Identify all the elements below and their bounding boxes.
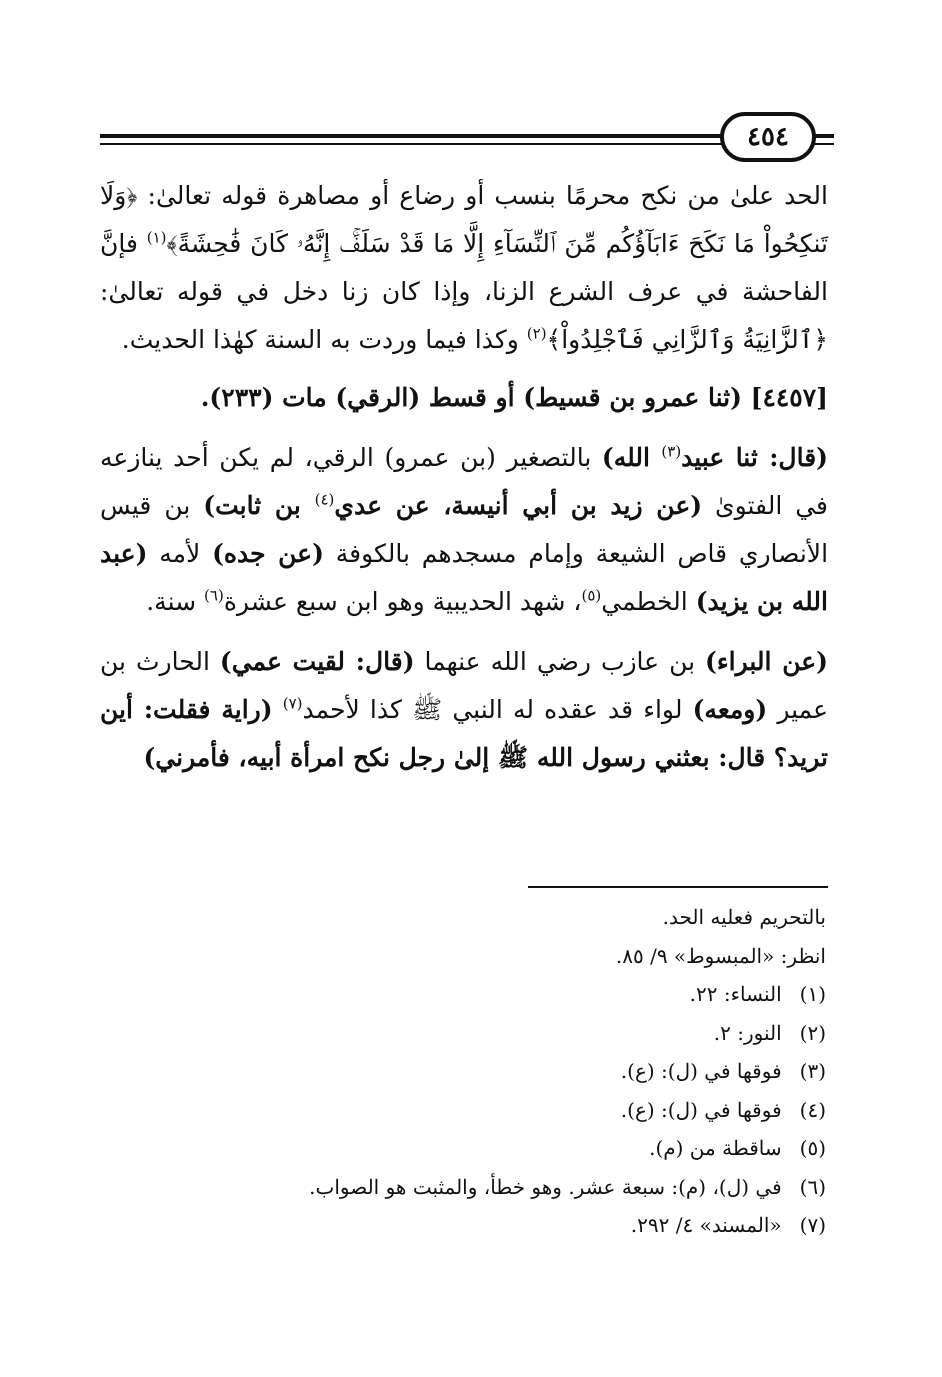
paragraph-1 [100,172,828,364]
footnotes [100,898,826,1245]
text-run: فإنَّ الفاحشة في عرف الشرع الزنا، وإذا كان زنا دخل في قوله تعالىٰ: [100,229,828,306]
text-run: سنة. [146,587,205,616]
bold-run: (عن جده) [212,539,324,568]
text-run: الخطمي [601,587,696,616]
footnote-ref[interactable]: (٢) [526,324,547,343]
bold-run: الله) [601,443,662,472]
footnote-ref[interactable]: (٤) [314,490,335,509]
footnote-item [100,1014,826,1053]
footnote-text: النور: ٢. [713,1020,782,1045]
bold-run: (عن البراء) [705,647,828,676]
footnote-number: (٢) [799,1020,826,1045]
footnote-ref[interactable]: (٧) [282,694,303,713]
footnote-text: فوقها في (ل): (ع). [620,1059,782,1083]
text-run: ، شهد الحديبية وهو ابن سبع عشرة [223,587,582,616]
text-run: لأمه [147,539,213,568]
footnote-number: (٦) [799,1174,826,1199]
text-run: بن عازب رضي الله عنهما [414,647,706,676]
footnote-separator [528,886,828,888]
bold-run: (ومعه) [692,695,768,724]
footnote-text: فوقها في (ل): (ع). [620,1097,782,1122]
text-run: بالتصغير (بن عمرو) الرقي، لم يكن أحد ينازعه في الفتوىٰ [100,443,829,520]
footnote-ref[interactable]: (٦) [204,586,224,605]
footnote-item [100,1091,826,1130]
text-run: الحد علىٰ من نكح محرمًا بنسب أو رضاع أو مصاهرة قوله تعالىٰ: [137,181,828,210]
footnote-item [100,1052,826,1091]
hadith-heading: [٤٤٥٧] (ثنا عمرو بن قسيط) أو قسط (الرقي) مات (٢٣٣). [200,383,828,412]
main-text [100,172,828,794]
paragraph-2 [100,434,828,626]
paragraph-3 [100,638,828,782]
text-run [273,695,283,724]
footnote-ref[interactable]: (٥) [581,586,602,605]
quran-verse: ﴿ٱلزَّانِيَةُ وَٱلزَّانِي فَٱجْلِدُواْ﴾ [546,325,828,354]
footnote-text: النساء: ٢٢. [689,982,782,1006]
footnote-number: (١) [799,982,826,1006]
footnote-item [100,975,826,1014]
footnote-item [100,1206,826,1245]
bold-run: (راية فقلت: أين تريد؟ قال: بعثني رسول الله ﷺ إلىٰ رجل نكح امرأة أبيه، فأمرني) [100,695,828,772]
footnote-text: في (ل)، (م): سبعة عشر. وهو خطأ، والمثبت هو الصواب. [309,1174,782,1199]
footnote-continuation: بالتحريم فعليه الحد. [662,905,826,929]
bold-run: (قال: لقيت عمي) [219,647,415,676]
footnote-text: ساقطة من (م). [649,1136,782,1160]
footnote-ref[interactable]: (١) [146,228,167,247]
footnote-ref[interactable]: (٣) [661,442,682,461]
bold-run: (عن زيد بن أبي أنيسة، عن عدي [334,491,703,520]
footnote-number: (٥) [799,1136,826,1160]
footnote-item [100,1129,826,1168]
quran-verse: ﴿وَلَا تَنكِحُواْ مَا نَكَحَ ءَابَآؤُكُم مِّنَ ٱلنِّسَآءِ إِلَّا مَا قَدْ سَلَفَۚ إِنَّهُۥ كَانَ فَٰحِشَةً﴾ [100,181,829,258]
footnote-item [100,1168,826,1207]
bold-run: (قال: ثنا عبيد [681,443,828,472]
text-run: الحارث بن عمير [100,647,829,724]
footnote-number: (٧) [799,1213,826,1237]
text-run: لواء قد عقده له النبي ﷺ كذا لأحمد [302,695,693,724]
bold-run: (عبد الله بن يزيد) [100,539,828,616]
footnote-number: (٤) [799,1097,826,1122]
footnote-continuation: انظر: «المبسوط» ٩/ ٨٥. [615,943,826,968]
footnote-text: «المسند» ٤/ ٢٩٢. [630,1213,782,1237]
bold-run: بن ثابت) [203,491,315,520]
text-run: بن قيس الأنصاري قاص الشيعة وإمام مسجدهم بالكوفة [100,491,829,568]
page-number: ٤٥٤ [720,112,816,162]
text-run: وكذا فيما وردت به السنة كهٰذا الحديث. [121,325,527,354]
footnote-number: (٣) [799,1059,826,1083]
